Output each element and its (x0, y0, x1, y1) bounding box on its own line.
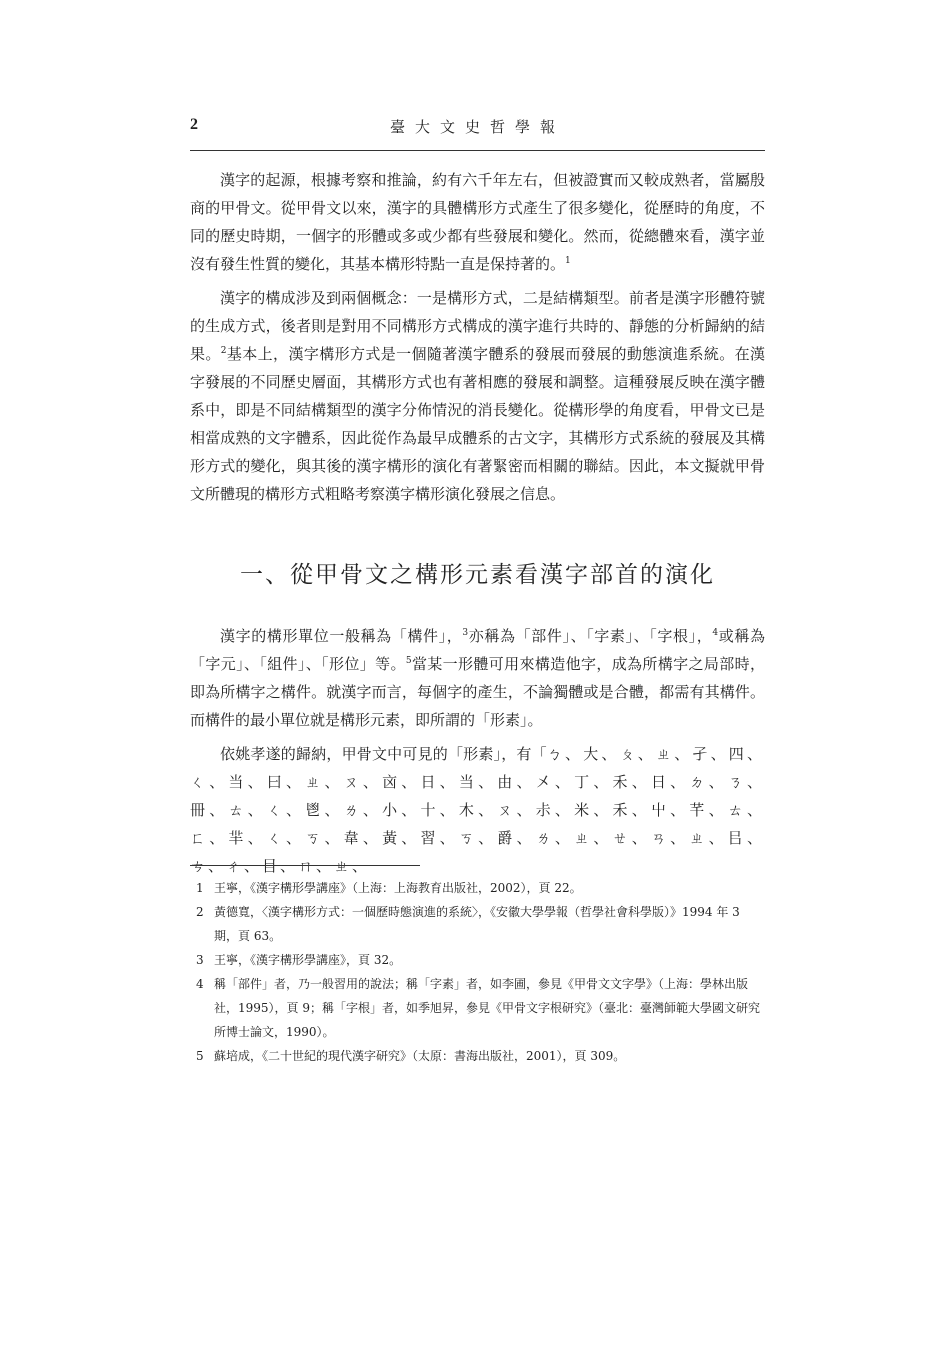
oracle-bone-glyph-list: ㄅ、大、ㄆ、ㄓ、孑、四、ㄑ、当、曰、ㄓ、ㄡ、㐫、日、当、由、㐅、丁、禾、日、ㄉ、ㄋ、冊、ㄊ、ㄑ、鬯、ㄌ、小、十、木、ㄡ、尗、米、禾、屮、芊、ㄊ、ㄈ、羋、ㄑ、ㄎ、韋、黃、習、ㄎ、爵、ㄌ、ㄓ、ㄝ、ㄢ、ㄓ、㠯、ㄘ、ㄔ、目、ㄇ、ㄓ、 (190, 745, 765, 875)
section-body (190, 622, 765, 886)
footnote-2: 2 黃德寬，〈漢字構形方式：一個歷時態演進的系統〉，《安徽大學學報（哲學社會科學版）》1994 年 3 期，頁 63。 (196, 905, 740, 943)
page-number: 2 (190, 116, 198, 133)
footnotes (196, 876, 766, 1068)
intro-paragraph-1: 漢字的起源，根據考察和推論，約有六千年左右，但被證實而又較成熟者，當屬殷商的甲骨文。從甲骨文以來，漢字的具體構形方式產生了很多變化，從歷時的角度，不同的歷史時期，一個字的形體或多或少都有些發展和變化。然而，從總體來看，漢字並沒有發生性質的變化，其基本構形特點一直是保持著的。$^1$ (190, 171, 765, 273)
footnote-ref-2[interactable]: 2 (220, 346, 227, 356)
footnote-separator (190, 865, 420, 866)
intro-paragraph-2: 漢字的構成涉及到兩個概念：一是構形方式，二是結構類型。前者是漢字形體符號的生成方式，後者則是對用不同構形方式構成的漢字進行共時的、靜態的分析歸納的結果。$^2$基本上，漢字構形方式是一個隨著漢字體系的發展而發展的動態演進系統。在漢字發展的不同歷史層面，其構形方式也有著相應的發展和調整。這種發展反映在漢字體系中，即是不同結構類型的漢字分佈情況的消長變化。從構形學的角度看，甲骨文已是相當成熟的文字體系，因此從作為最早成體系的古文字，其構形方式系統的發展及其構形方式的變化，與其後的漢字構形的演化有著緊密而相關的聯結。因此，本文擬就甲骨文所體現的構形方式粗略考察漢字構形演化發展之信息。 (190, 289, 765, 503)
footnote-5: 5 蘇培成，《二十世紀的現代漢字研究》（太原：書海出版社，2001），頁 309。 (196, 1049, 626, 1063)
section-heading: 一、從甲骨文之構形元素看漢字部首的演化 (240, 562, 715, 588)
footnote-ref-4[interactable]: 4 (712, 628, 719, 638)
footnote-ref-1[interactable]: 1 (565, 256, 571, 266)
section-paragraph-2: 依姚孝遂的歸納，甲骨文中可見的「形素」，有「ㄅ、大、ㄆ、ㄓ、孑、四、ㄑ、当、曰、ㄓ、ㄡ、㐫、日、当、由、㐅、丁、禾、日、ㄉ、ㄋ、冊、ㄊ、ㄑ、鬯、ㄌ、小、十、木、ㄡ、尗、米、禾、屮、芊、ㄊ、ㄈ、羋、ㄑ、ㄎ、韋、黃、習、ㄎ、爵、ㄌ、ㄓ、ㄝ、ㄢ、ㄓ、㠯、ㄘ、ㄔ、目、ㄇ、ㄓ、 (190, 745, 765, 875)
footnote-3: 3 王寧，《漢字構形學講座》，頁 32。 (196, 953, 402, 967)
section-paragraph-1: 漢字的構形單位一般稱為「構件」，$^3$亦稱為「部件」、「字素」、「字根」，$^4$或稱為「字元」、「組件」、「形位」等。$^5$當某一形體可用來構造他字，成為所構字之局部時，即為所構字之構件。就漢字而言，每個字的產生，不論獨體或是合體，都需有其構件。而構件的最小單位就是構形元素，即所謂的「形素」。 (190, 627, 765, 729)
footnote-ref-3[interactable]: 3 (462, 628, 469, 638)
footnote-4: 4 稱「部件」者，乃一般習用的說法；稱「字素」者，如李圃，參見《甲骨文文字學》（上海：學林出版社，1995），頁 9；稱「字根」者，如季旭昇，參見《甲骨文字根研究》（臺北：臺灣師範大學國文研究所博士論文，1990）。 (196, 977, 760, 1039)
running-header (190, 116, 765, 151)
footnote-ref-5[interactable]: 5 (405, 656, 412, 666)
intro-section (190, 166, 765, 514)
journal-title: 臺大文史哲學報 (389, 118, 565, 136)
footnote-1: 1 王寧，《漢字構形學講座》（上海：上海教育出版社，2002），頁 22。 (196, 881, 582, 895)
